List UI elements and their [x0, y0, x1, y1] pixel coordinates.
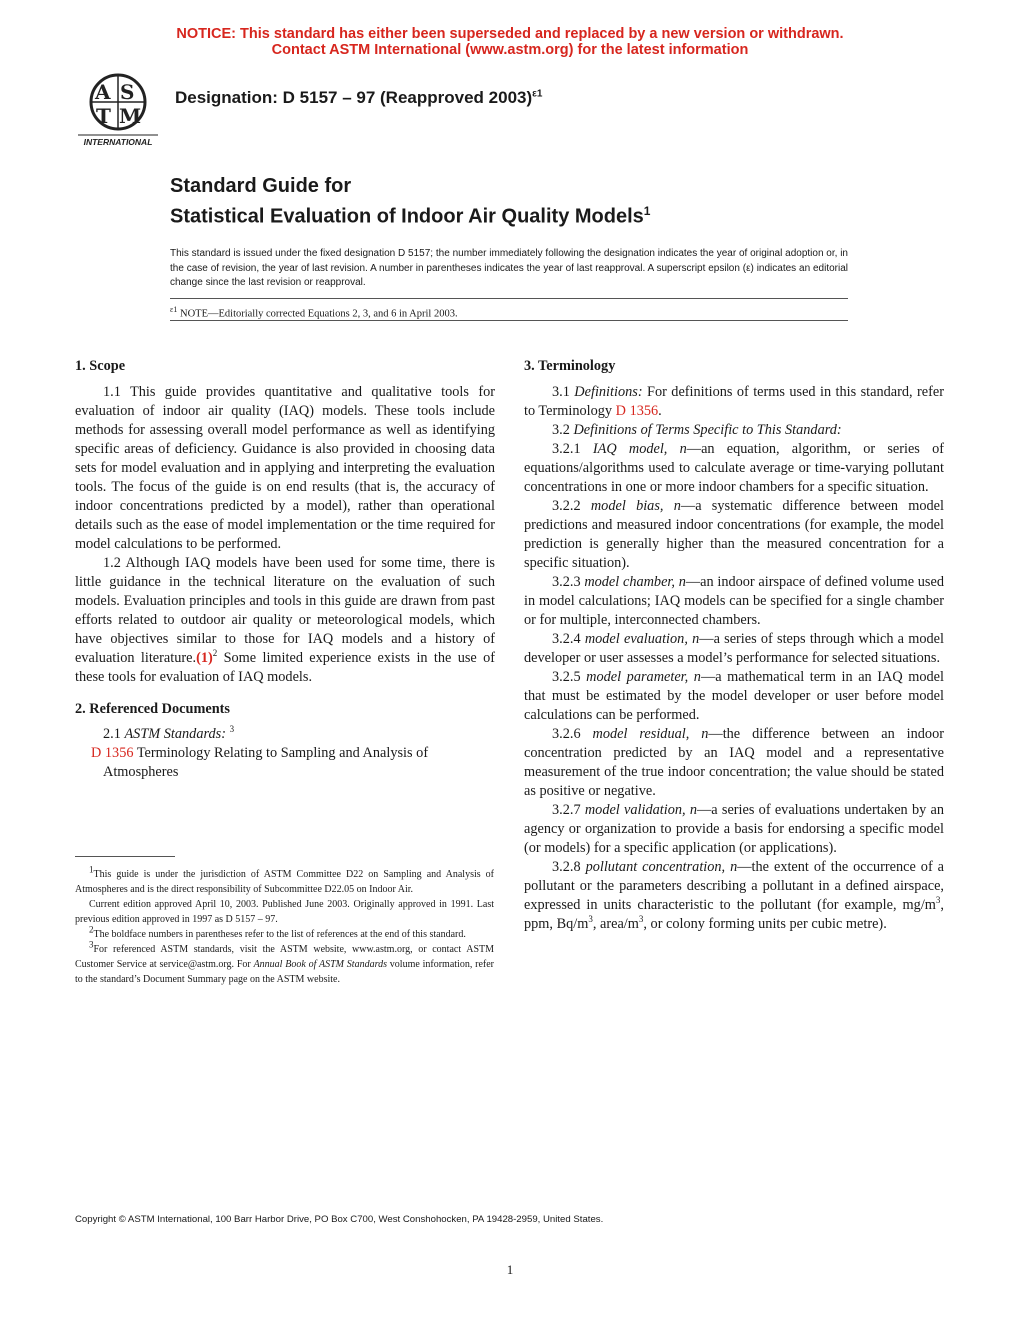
- term-name: model evaluation, n: [584, 631, 700, 647]
- supersede-notice: [0, 26, 1020, 58]
- note-text: —Editorially corrected Equations 2, 3, and 6 in April 2003.: [207, 308, 458, 320]
- d1356-title: Terminology Relating to Sampling and Analysis of Atmospheres: [103, 745, 429, 780]
- footnotes: [75, 864, 494, 987]
- editorial-note: [170, 305, 458, 320]
- definitions-list: [524, 440, 944, 858]
- footnote-3-marker: 3: [89, 939, 94, 950]
- term-number: 3.2.3: [552, 574, 585, 590]
- term-8-sup-1: 3: [935, 895, 941, 906]
- astm-standards-label: ASTM Standards:: [124, 726, 226, 742]
- para-1-1: 1.1 This guide provides quantitative and qualitative tools for evaluation of indoor air quality (IAQ) models. These tools include methods for assessing overall model performance as well as identifying specific areas of deficiency. Guidance is also provided in choosing data sets for model evaluation and in applying and interpreting the evaluation tools. The focus of the guide is on end results (that is, the accuracy of indoor concentrations predicted by a model), rather than operational details such as the ease of model implementation or the time required for model calculations to be performed.: [75, 384, 495, 552]
- para-3-1-label: Definitions:: [574, 384, 643, 400]
- term-definition: [524, 668, 944, 725]
- footnote-3-text-a: For referenced ASTM standards, visit the ASTM website, www.astm.org, or contact ASTM Customer Service at service@astm.org. For: [75, 944, 494, 970]
- term-8-def-a: —the extent of the occurrence of a pollutant or the parameters describing a pollutant in a defined airspace, expressed in units characteristic to the pollutant (for example, mg/m: [524, 859, 945, 913]
- title-line-1: Standard Guide for: [170, 175, 352, 197]
- footnote-2-marker: 2: [89, 924, 94, 935]
- reference-d1356: [75, 744, 495, 782]
- term-number: 3.2.7: [552, 802, 585, 818]
- term-name: model bias, n: [590, 498, 681, 514]
- designation-epsilon: ε1: [532, 88, 543, 100]
- term-text: —an indoor airspace of defined volume used in model calculations; IAQ models can be specified for a single chamber or for multiple, interconnected chambers.: [524, 574, 944, 628]
- copyright: Copyright © ASTM International, 100 Barr Harbor Drive, PO Box C700, West Conshohocken, PA 19428-2959, United States.: [75, 1214, 604, 1225]
- title-footnote-mark: 1: [643, 204, 651, 218]
- term-8-def-b: , ppm, Bq/m: [524, 897, 944, 932]
- term-pollutant-concentration: [524, 858, 944, 934]
- astm-logo-icon: [72, 70, 164, 150]
- svg-text:M: M: [119, 104, 142, 128]
- footnote-1: [75, 864, 494, 897]
- term-definition: [524, 630, 944, 668]
- term-definition: [524, 801, 944, 858]
- designation: [175, 88, 542, 108]
- footnote-2-text: The boldface numbers in parentheses refer to the list of references at the end of this standard.: [93, 929, 466, 940]
- logo-caption: INTERNATIONAL: [83, 137, 153, 147]
- footnote-3: [75, 939, 494, 987]
- term-name: model parameter, n: [586, 669, 701, 685]
- para-3-1: [524, 383, 944, 421]
- footnote-1-marker: 1: [89, 864, 94, 875]
- terminology-heading: 3. Terminology: [524, 358, 616, 374]
- para-3-1-num: 3.1: [552, 384, 575, 400]
- term-text: —a series of evaluations undertaken by an agency or organization to provide a basis for endorsing a specific model (or models) for a specific application (or applications).: [524, 802, 944, 856]
- document-title: [170, 174, 650, 230]
- footnote-2-mark: 2: [212, 648, 218, 659]
- svg-text:S: S: [120, 80, 135, 104]
- notice-line-1: NOTICE: This standard has either been superseded and replaced by a new version or withdrawn.: [176, 26, 844, 42]
- reference-1-link[interactable]: (1): [196, 650, 213, 666]
- term-text: —a systematic difference between model predictions and measured indoor concentrations (for example, the model prediction is generally higher than the measured concentration for a specific situation).: [524, 498, 944, 571]
- page-number: 1: [506, 1262, 514, 1277]
- footnote-3-text-b: volume information, refer to the standard’s Document Summary page on the ASTM website.: [75, 959, 494, 985]
- term-text: —a series of steps through which a model developer or user assesses a model’s performance for selected situations.: [524, 631, 944, 666]
- term-number: 3.2.5: [552, 669, 587, 685]
- term-number: 3.2.2: [552, 498, 591, 514]
- term-definition: [524, 497, 944, 573]
- svg-text:A: A: [95, 80, 111, 104]
- term-8-def-d: , or colony forming units per cubic metre).: [643, 916, 887, 932]
- term-8-sup-2: 3: [588, 914, 593, 925]
- para-3-2: [524, 421, 944, 440]
- para-1-2-text: 1.2 Although IAQ models have been used for some time, there is little guidance in the technical literature on the evaluation of such models. Evaluation principles and tools in this guide are drawn from past efforts related to outdoor air quality or meteorological models, which have objectives similar to those for IAQ models and a history of evaluation literature.: [75, 555, 495, 666]
- term-8-name: pollutant concentration, n: [585, 859, 738, 875]
- term-definition: [524, 440, 944, 497]
- para-3-2-num: 3.2: [552, 422, 574, 438]
- term-text: —an equation, algorithm, or series of equations/algorithms used to calculate average or time-varying pollutant concentrations in one or more indoor chambers for a specific situation.: [524, 441, 945, 495]
- footnote-3-italic: Annual Book of ASTM Standards: [253, 959, 387, 970]
- footnote-1-text: This guide is under the jurisdiction of ASTM Committee D22 on Sampling and Analysis of Atmospheres and is the direct responsibility of Subcommittee D22.05 on Indoor Air.: [75, 869, 494, 895]
- header-rule-bottom: [170, 320, 848, 321]
- term-number: 3.2.1: [552, 441, 593, 457]
- designation-label: Designation: D 5157 – 97 (Reapproved 2003): [175, 88, 533, 107]
- note-label: NOTE: [179, 308, 208, 320]
- footnote-1b: Current edition approved April 10, 2003. Published June 2003. Originally approved in 1991. Last previous edition approved in 1997 as D 5157 – 97.: [75, 899, 494, 925]
- term-name: model residual, n: [592, 726, 709, 742]
- para-3-1-text: For definitions of terms used in this standard, refer to Terminology: [524, 384, 944, 419]
- term-text: —the difference between an indoor concentration predicted by an IAQ model and a representative measurement of the true indoor concentration; the value should be stated as positive or negative.: [524, 726, 944, 799]
- scope-heading: 1. Scope: [75, 358, 126, 374]
- d1356-link[interactable]: D 1356: [91, 745, 134, 761]
- para-2-1-num: 2.1: [103, 726, 125, 742]
- term-name: IAQ model, n: [592, 441, 687, 457]
- para-3-2-label: Definitions of Terms Specific to This Standard:: [573, 422, 842, 438]
- term-name: model chamber, n: [584, 574, 686, 590]
- header-rule-top: [170, 298, 848, 299]
- footnote-3-mark: 3: [229, 724, 235, 735]
- note-epsilon: ε1: [170, 305, 178, 314]
- issuance-statement: This standard is issued under the fixed designation D 5157; the number immediately following the designation indicates the year of original adoption or, in the case of revision, the year of last revision. A number in parentheses indicates the year of last reapproval. A superscript epsilon (ε) indicates an editorial change since the last revision or reapproval.: [170, 248, 848, 288]
- refdocs-heading: 2. Referenced Documents: [75, 701, 230, 717]
- term-number: 3.2.4: [552, 631, 585, 647]
- para-3-1-end: .: [658, 403, 662, 419]
- term-text: —a mathematical term in an IAQ model that must be estimated by the model developer or user before model calculations can be performed.: [524, 669, 944, 723]
- notice-line-2: Contact ASTM International (www.astm.org) for the latest information: [271, 42, 749, 58]
- svg-text:T: T: [96, 104, 111, 128]
- term-8-sup-3: 3: [638, 914, 644, 925]
- footnote-2: [75, 924, 494, 942]
- term-8-def-c: , area/m: [592, 916, 639, 932]
- footnote-rule: [75, 856, 175, 857]
- left-column: [75, 357, 495, 782]
- term-definition: [524, 725, 944, 801]
- right-column: [524, 357, 944, 934]
- term-definition: [524, 573, 944, 630]
- d1356-link-2[interactable]: D 1356: [615, 403, 659, 419]
- title-line-2: Statistical Evaluation of Indoor Air Quality Models: [170, 205, 644, 228]
- term-8-num: 3.2.8: [552, 859, 586, 875]
- para-1-2-tail: Some limited experience exists in the use of these tools for evaluation of IAQ models.: [75, 650, 495, 685]
- term-number: 3.2.6: [552, 726, 593, 742]
- astm-logo: [72, 70, 164, 150]
- para-1-2: [75, 554, 495, 687]
- para-2-1: [75, 725, 495, 744]
- term-name: model validation, n: [584, 802, 697, 818]
